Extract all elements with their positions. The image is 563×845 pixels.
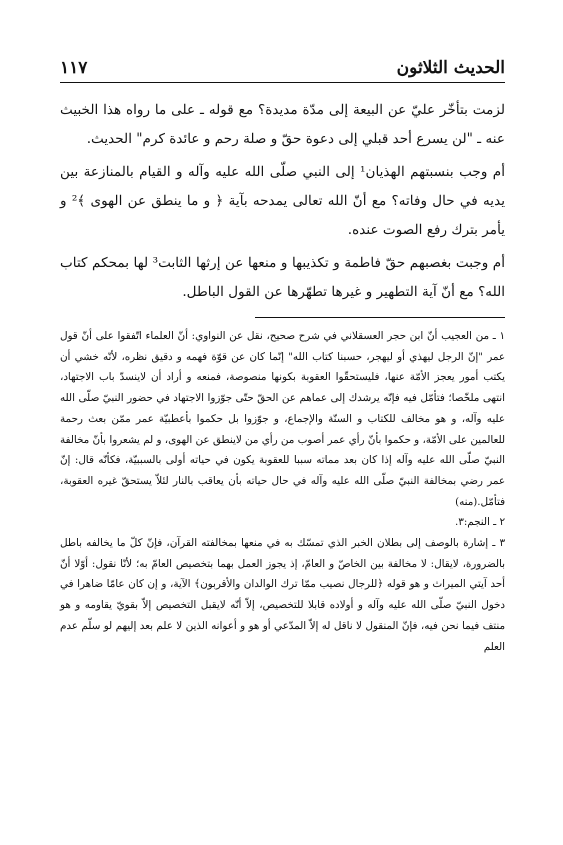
main-text: [60, 96, 505, 311]
footnote-separator: [255, 317, 505, 318]
chapter-title: الحديث الثلاثون: [396, 58, 505, 78]
footnote: ٣ ـ إشارة بالوصف إلى بطلان الخبر الذي تمسّك به في منعها بمخالفته القرآن، فإنّ كلّ ما يخالفه باطل بالضرورة، لايقال: لا مخالفة بين الخاصّ و العامّ، إذ يجوز العمل بهما بتخصيص العامّ به؛ لأنّا نقول: أوّلا أنّ أحد آيتي الميراث و هو قوله ﴿للرجال نصيب ممّا ترك الوالدان والأقربون﴾ الآية، و إن كان عامّا ضاهرا في دخول النبيّ صلّى الله عليه وآله و أولاده قابلا للتخصيص، إلاّ أنّه لايقبل التخصيص إلاّ بقويّ يقاومه و هو منتف فيما نحن فيه، فإنّ المنقول لا ناقل له إلاّ المدّعي أو هو و أعوانه الذين لا علم بعد إليهم لو سلّم عدم العلم: [60, 537, 505, 653]
footnote: ١ ـ من العجيب أنّ ابن حجر العسقلاني في شرح صحيح، نقل عن النواوي: أنّ العلماء اتّفقوا على أنّ قول عمر "إنّ الرجل ليهذي أو ليهجر، حسبنا كتاب الله" إنّما كان عن قوّة فهمه و دقيق نظره، لأنّه خشي أن يكتب أمور يعجز الأمّة عنها، فليستحقّوا العقوبة بكونها منصوصة، فمنعه و أراد أن لاينسدّ باب الاجتهاد، انتهى ملخّصا؛ فتأمّل فيه فإنّه يرشدك إلى عماهم عن الحقّ حتّى جوّزوا الاجتهاد في حضور النبيّ صلّى الله عليه وآله، و هو مخالف للكتاب و السنّة والإجماع، و جوّزوا بل حكموا بأعطبيّة عمر ممّن بعث رحمة للعالمين على الأمّة، و حكموا بأنّ رأي عمر أصوب من رأي من لاينطق عن الهوى، و لم يشعروا بأنّ مخالفة النبيّ صلّى الله عليه وآله إذا كان بعد مماته سببا للعقوبة يكون في حياته أولى بالسببيّة، فكأنّه قال: إنّ عمر رضي بمخالفة النبيّ صلّى الله عليه وآله في حال حياته بأن يعاقب بالنار لئلاّ يستحقّ غيره العقوبة، فتأمّل.(منه): [60, 330, 505, 508]
paragraph: أم وجب بنسبتهم الهذيان¹ إلى النبي صلّى الله عليه وآله و القيام بالمنازعة بين يديه في حال وفاته؟ مع أنّ الله تعالى يمدحه بآية ﴿ و ما ينطق عن الهوى ﴾² و يأمر بترك رفع الصوت عنده.: [60, 164, 506, 238]
footnote: ٢ ـ النجم:٣.: [455, 516, 505, 529]
page-header: [60, 56, 505, 83]
page-number: ١١٧: [60, 58, 88, 78]
paragraph: أم وجبت بغصبهم حقّ فاطمة و تكذيبها و منعها عن إرثها الثابت³ لها بمحكم كتاب الله؟ مع أنّ آية التطهير و غيرها تطهّرها عن القول الباطل.: [60, 255, 505, 300]
footnotes: [60, 326, 505, 657]
paragraph: لزمت بتأخّر عليّ عن البيعة إلى مدّة مديدة؟ مع قوله ـ على ما رواه هذا الخبيث عنه ـ "لن يسرع أحد قبلي إلى دعوة حقّ و صلة رحم و عائدة كرم" الحديث.: [60, 102, 505, 147]
